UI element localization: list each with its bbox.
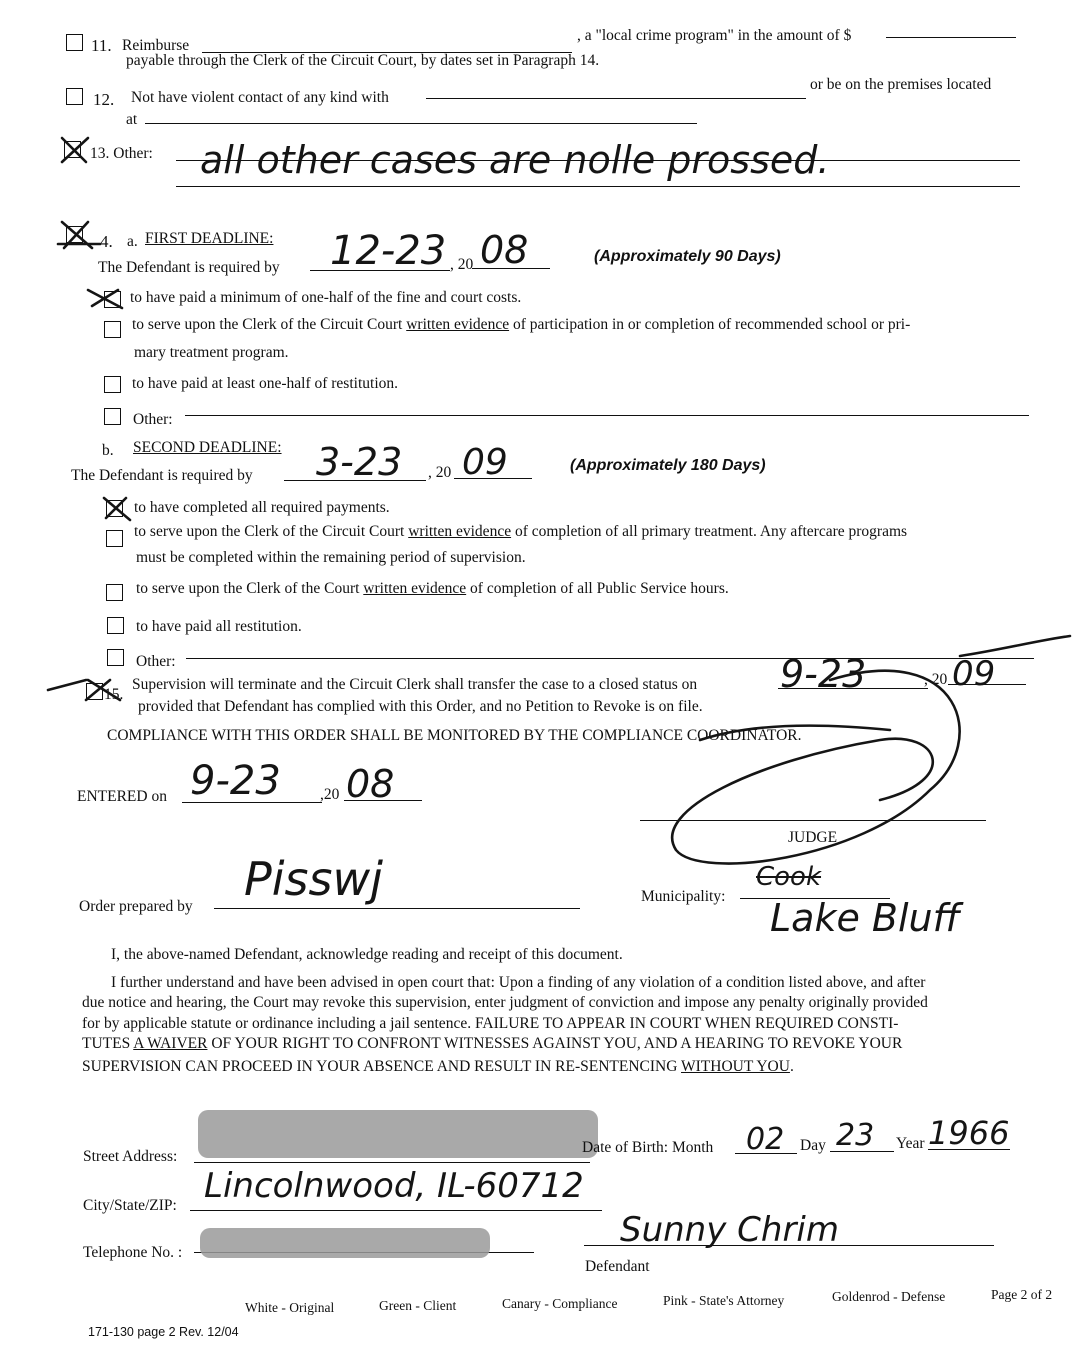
further-line-2: due notice and hearing, the Court may revoke this supervision, enter judgment of conviction and impose any penalty originally provided — [82, 994, 928, 1011]
close-year-prefix: , 20 — [924, 671, 948, 688]
defendant-label: Defendant — [585, 1258, 650, 1275]
item12-label: Not have violent contact of any kind with — [131, 89, 389, 106]
further-line-5: SUPERVISION CAN PROCEED IN YOUR ABSENCE AND RESULT IN RE-SENTENCING WITHOUT YOU. — [82, 1058, 794, 1075]
first-deadline-year-prefix: , 20 — [450, 256, 474, 273]
defendant-signature: Sunny Chrim — [620, 1210, 839, 1250]
item11-number: 11. — [91, 36, 112, 55]
page-number: Page 2 of 2 — [991, 1287, 1053, 1302]
first-deadline-fine-text: to have paid a minimum of one-half of the fine and court costs. — [130, 289, 522, 306]
item14b-required-text: The Defendant is required by — [71, 467, 253, 484]
entered-date: 9-23 — [190, 758, 281, 804]
second-deadline-payments-text: to have completed all required payments. — [134, 499, 390, 516]
dob-label: Date of Birth: Month — [582, 1139, 714, 1156]
payments-check-mark — [104, 498, 130, 520]
item15-check-mark — [48, 680, 120, 700]
prepared-by-label: Order prepared by — [79, 898, 193, 915]
second-deadline-treatment-text: to serve upon the Clerk of the Circuit Court written evidence of completion of all primary treatment. Any aftercare programs — [134, 523, 908, 540]
item12-at: at — [126, 111, 138, 128]
first-deadline-other-label: Other: — [133, 411, 173, 428]
dob-year-label: Year — [896, 1135, 925, 1152]
city-label: City/State/ZIP: — [83, 1197, 177, 1214]
copy-goldenrod: Goldenrod - Defense — [832, 1289, 946, 1304]
item13-handwritten: all other cases are nolle prossed. — [200, 138, 830, 182]
item12-right-text: or be on the premises located — [810, 76, 992, 93]
first-deadline-title: FIRST DEADLINE: — [145, 230, 274, 247]
further-line-4: TUTES A WAIVER OF YOUR RIGHT TO CONFRONT WITNESSES AGAINST YOU, AND A HEARING TO REVOKE YOUR — [82, 1035, 903, 1052]
item11-line2: payable through the Clerk of the Circuit Court, by dates set in Paragraph 14. — [126, 52, 600, 69]
first-deadline-approx: (Approximately 90 Days) — [594, 248, 781, 265]
prepared-by-signature: Pisswj — [244, 852, 383, 906]
item14b-label: b. — [102, 442, 114, 459]
entered-year-prefix: ,20 — [320, 786, 340, 803]
entered-year: 08 — [346, 762, 395, 806]
item13-check-mark — [62, 138, 88, 162]
item11-label: Reimburse — [122, 37, 190, 54]
copy-pink: Pink - State's Attorney — [663, 1293, 785, 1308]
item11-mid-text: , a "local crime program" in the amount of $ — [577, 27, 852, 44]
second-deadline-year: 09 — [462, 442, 508, 483]
second-deadline-service-text: to serve upon the Clerk of the Court written evidence of completion of all Public Service hours. — [136, 580, 729, 597]
second-deadline-year-prefix: , 20 — [428, 464, 452, 481]
item15-text: Supervision will terminate and the Circuit Clerk shall transfer the case to a closed status on — [132, 676, 698, 693]
entered-label: ENTERED on — [77, 788, 167, 805]
second-deadline-other-label: Other: — [136, 653, 176, 670]
fine-check-mark — [88, 290, 122, 308]
dob-day-label: Day — [800, 1137, 826, 1154]
dob-month: 02 — [746, 1122, 785, 1157]
judge-signature — [672, 671, 959, 864]
copy-canary: Canary - Compliance — [502, 1296, 618, 1311]
copy-green: Green - Client — [379, 1298, 457, 1313]
street-address-label: Street Address: — [83, 1148, 178, 1165]
first-deadline-date: 12-23 — [330, 228, 447, 274]
dob-day: 23 — [836, 1118, 875, 1153]
first-deadline-school-text: to serve upon the Clerk of the Circuit Court written evidence of participation in or completion of recommended school or pri- — [132, 316, 911, 333]
second-deadline-approx: (Approximately 180 Days) — [570, 457, 766, 474]
acknowledgement: I, the above-named Defendant, acknowledge reading and receipt of this document. — [111, 946, 623, 963]
copy-white: White - Original — [245, 1300, 335, 1315]
judge-label: JUDGE — [788, 829, 838, 846]
item14a-label: a. — [127, 233, 138, 250]
item13-label: 13. Other: — [90, 145, 153, 162]
first-deadline-school-text-2: mary treatment program. — [134, 344, 289, 361]
other-strike-line — [960, 636, 1070, 656]
city-value: Lincolnwood, IL-60712 — [204, 1166, 584, 1206]
phone-label: Telephone No. : — [83, 1244, 183, 1261]
first-deadline-year: 08 — [480, 228, 529, 272]
dob-year: 1966 — [928, 1114, 1010, 1152]
item14a-required-text: The Defendant is required by — [98, 259, 280, 276]
first-deadline-restitution-text: to have paid at least one-half of restitution. — [132, 375, 398, 392]
item12-number: 12. — [93, 90, 115, 109]
municipality-label: Municipality: — [641, 888, 726, 905]
second-deadline-title: SECOND DEADLINE: — [133, 439, 282, 456]
second-deadline-restitution-text: to have paid all restitution. — [136, 618, 302, 635]
further-line-3: for by applicable statute or ordinance including a jail sentence. FAILURE TO APPEAR IN COURT WHEN REQUIRED CONSTI- — [82, 1015, 899, 1032]
further-line-1: I further understand and have been advised in open court that: Upon a finding of any violation of a condition listed above, and after — [111, 974, 926, 991]
item14-number: 4. — [100, 232, 113, 251]
item15-line2: provided that Defendant has complied with this Order, and no Petition to Revoke is on file. — [138, 698, 703, 715]
form-number: 171-130 page 2 Rev. 12/04 — [88, 1325, 239, 1339]
compliance-notice: COMPLIANCE WITH THIS ORDER SHALL BE MONITORED BY THE COMPLIANCE COORDINATOR. — [107, 727, 802, 744]
close-date: 9-23 — [780, 652, 867, 696]
second-deadline-treatment-text-2: must be completed within the remaining period of supervision. — [136, 549, 526, 566]
municipality-struck: Cook — [756, 862, 822, 892]
item14-check-mark — [58, 222, 100, 248]
municipality-value: Lake Bluff — [770, 896, 961, 940]
item15-number: 15. — [104, 686, 124, 703]
second-deadline-date: 3-23 — [316, 440, 403, 484]
close-year: 09 — [952, 654, 996, 694]
